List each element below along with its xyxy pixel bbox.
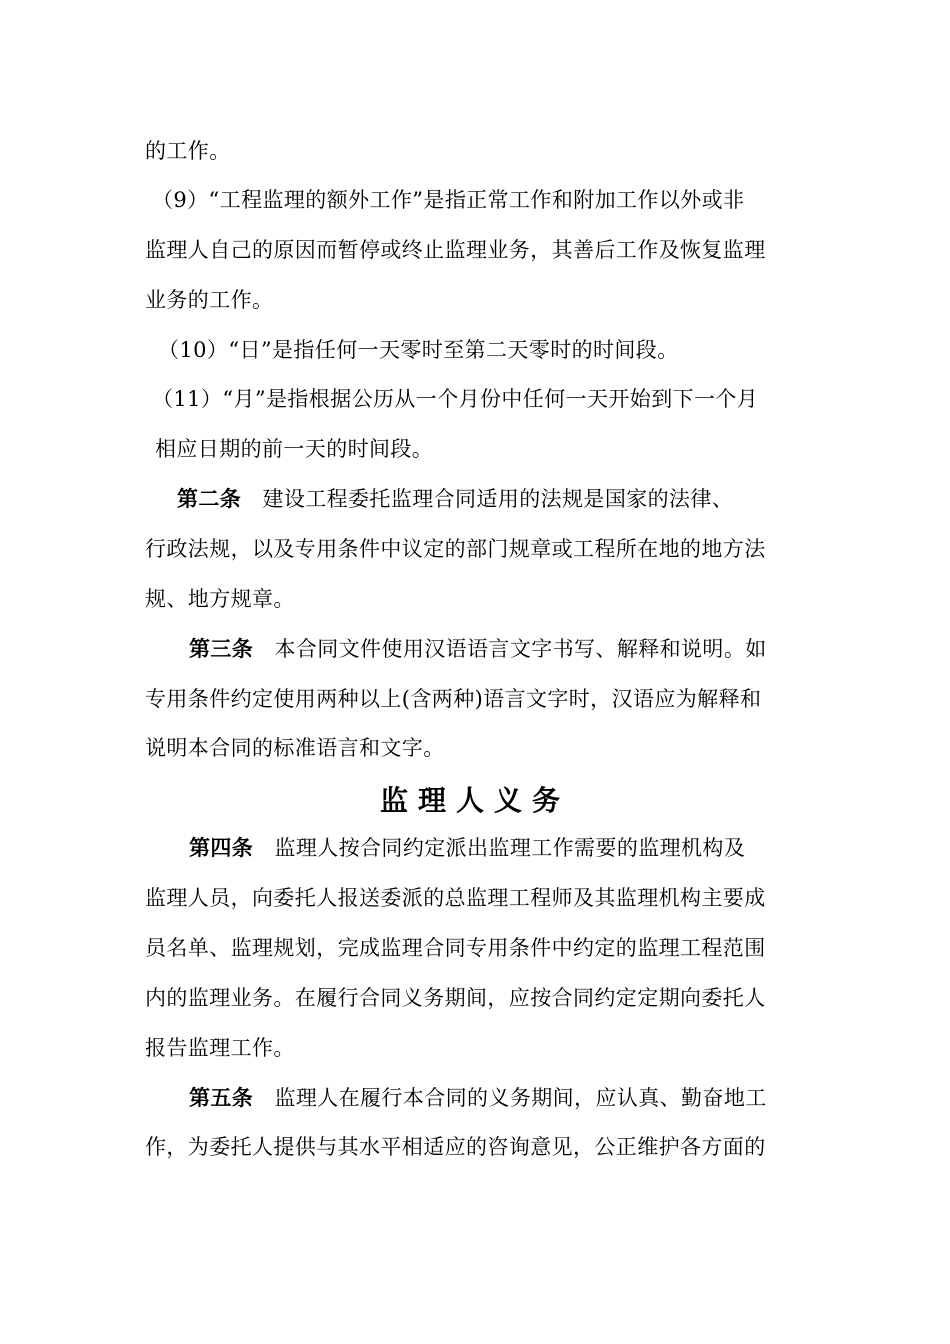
article-3-first-line	[189, 634, 767, 664]
article-5-first-line	[189, 1083, 767, 1113]
article-label: 第三条	[189, 636, 254, 661]
text-line: 员名单、监理规划，完成监理合同专用条件中约定的监理工程范围	[145, 936, 766, 960]
article-label: 第五条	[189, 1085, 254, 1110]
text-line: 内的监理业务。在履行合同义务期间，应按合同约定定期向委托人	[145, 986, 766, 1010]
article-text: 监理人按合同约定派出监理工作需要的监理机构及	[274, 836, 746, 860]
text-line: 报告监理工作。	[145, 1036, 295, 1060]
text-line: 的工作。	[145, 139, 231, 163]
article-4-first-line	[189, 833, 745, 863]
text-line: （9）“工程监理的额外工作”是指正常工作和附加工作以外或非	[152, 188, 745, 212]
text-line: 说明本合同的标准语言和文字。	[145, 736, 445, 760]
article-text: 本合同文件使用汉语语言文字书写、解释和说明。如	[274, 637, 767, 661]
text-line: 相应日期的前一天的时间段。	[155, 437, 434, 461]
article-label: 第二条	[177, 486, 242, 511]
text-line: （10）“日”是指任何一天零时至第二天零时的时间段。	[158, 338, 679, 362]
section-title: 监理人义务	[379, 784, 570, 817]
text-line: 监理人自己的原因而暂停或终止监理业务，其善后工作及恢复监理	[145, 238, 766, 262]
article-2-first-line	[177, 484, 733, 514]
text-line: 专用条件约定使用两种以上(含两种)语言文字时，汉语应为解释和	[145, 687, 762, 711]
text-line: （11）“月”是指根据公历从一个月份中任何一天开始到下一个月	[152, 387, 759, 411]
article-text: 监理人在履行本合同的义务期间，应认真、勤奋地工	[274, 1086, 767, 1110]
text-line: 监理人员，向委托人报送委派的总监理工程师及其监理机构主要成	[145, 886, 766, 910]
article-label: 第四条	[189, 835, 254, 860]
text-line: 行政法规，以及专用条件中议定的部门规章或工程所在地的地方法	[145, 537, 766, 561]
text-line: 规、地方规章。	[145, 587, 295, 611]
text-line: 业务的工作。	[145, 288, 274, 312]
text-line: 作，为委托人提供与其水平相适应的咨询意见，公正维护各方面的	[145, 1135, 766, 1159]
article-text: 建设工程委托监理合同适用的法规是国家的法律、	[262, 487, 734, 511]
